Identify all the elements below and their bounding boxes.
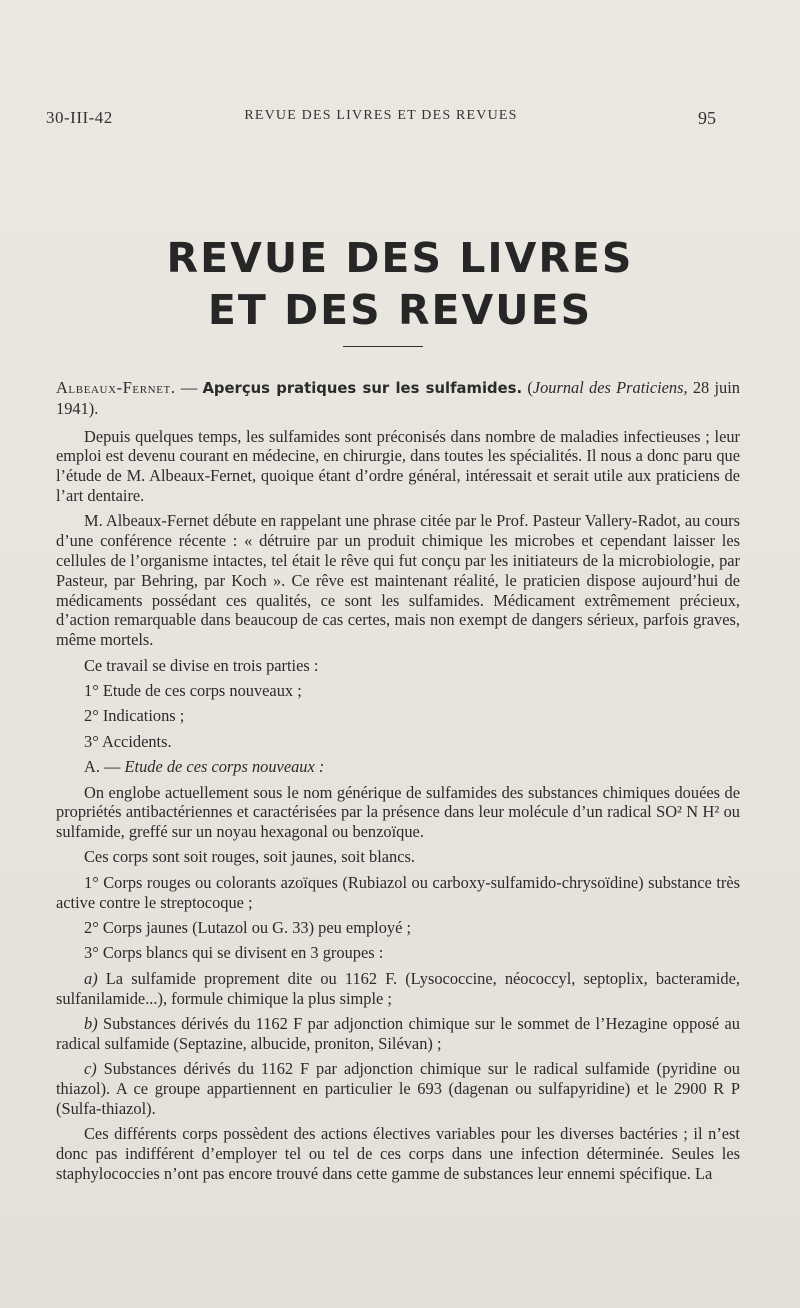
- paragraph: Ces corps sont soit rouges, soit jaunes, soit blancs.: [84, 847, 415, 867]
- list-item: 2° Indications ;: [84, 706, 185, 726]
- sub-item: [56, 969, 740, 1009]
- running-head: [46, 108, 716, 132]
- article-source-date: 28 juin 1941).: [56, 378, 740, 418]
- paragraph: Depuis quelques temps, les sulfamides sont préconisés dans nombre de maladies infectieuses ; leur emploi est devenu courant en médecine, en chirurgie, dans toutes les spécialités. Il nous a donc paru que l’étude de M. Albeaux-Fernet, quoique étant d’ordre général, intéressait et serait utile aux praticiens de l’art dentaire.: [56, 426, 740, 505]
- sub-item-text: Substances dérivés du 1162 F par adjonction chimique sur le sommet de l’Hezagine opposé au radical sulfamide (Septazine, albucide, proniton, Silévan) ;: [56, 1014, 740, 1053]
- running-head-title: REVUE DES LIVRES ET DES REVUES: [244, 108, 518, 123]
- paragraph: Ce travail se divise en trois parties :: [84, 655, 319, 675]
- paragraph: M. Albeaux-Fernet débute en rappelant une phrase citée par le Prof. Pasteur Vallery-Radot, au cours d’une conférence récente : « détruire par un produit chimique les microbes et cependant laisser les cellules de l’organisme intactes, tel était le rêve qui fut conçu par les initiateurs de la microbiologie, par Pasteur, par Behring, par Koch ». Ce rêve est maintenant réalité, le praticien dispose aujourd’hui de médicaments possédant ces qualités, ce sont les sulfamides. Médicament extrêmement précieux, d’action remarquable dans beaucoup de cas certes, mais non exempt de dangers sérieux, parfois graves, même mortels.: [56, 511, 740, 650]
- article-body: [56, 378, 740, 1189]
- sub-item: [56, 1014, 740, 1054]
- sub-item: [56, 1059, 740, 1118]
- article-headline: Aperçus pratiques sur les sulfamides.: [202, 380, 523, 397]
- paragraph: On englobe actuellement sous le nom générique de sulfamides des substances chimiques douées de propriétés antibactériennes et caractérisées par la présence dans leur molécule d’un radical SO² N H² ou sulfamide, greffé sur un noyau hexagonal ou benzoïque.: [56, 782, 740, 842]
- page-number: 95: [698, 108, 716, 128]
- subsection-label: A. —: [84, 757, 125, 777]
- article-reference: [28, 378, 740, 419]
- subsection-title: Etude de ces corps nouveaux :: [124, 757, 325, 777]
- source-open: (: [522, 378, 533, 397]
- subsection-heading: [56, 757, 740, 777]
- list-item: 1° Corps rouges ou colorants azoïques (Rubiazol ou carboxy-sulfamido-chrysoïdine) substance très active contre le streptocoque ;: [56, 872, 740, 912]
- sub-item-text: La sulfamide proprement dite ou 1162 F. (Lysococcine, néococcyl, septoplix, bacteramide, sulfanilamide...), formule chimique la plus simple ;: [56, 968, 740, 1008]
- article-author: Albeaux-Fernet.: [56, 378, 176, 397]
- title-divider: [343, 346, 423, 347]
- paragraph: Ces différents corps possèdent des actions électives variables pour les diverses bactéries ; il n’est donc pas indifférent d’employer tel ou tel de ces corps dans une infection déterminée. Seules les staphylococcies n’ont pas encore trouvé dans cette gamme de substances leur ennemi spécifique. La: [56, 1124, 740, 1183]
- list-item: 2° Corps jaunes (Lutazol ou G. 33) peu employé ;: [84, 918, 412, 938]
- section-title-line-1: REVUE DES LIVRES: [166, 234, 634, 282]
- sub-item-label: a): [84, 968, 98, 988]
- article-source: Journal des Praticiens,: [532, 378, 688, 397]
- reference-dash: —: [175, 378, 203, 397]
- sub-item-label: c): [84, 1059, 97, 1079]
- list-item: 3° Accidents.: [84, 731, 172, 751]
- section-title: [0, 232, 800, 336]
- list-item: 1° Etude de ces corps nouveaux ;: [84, 680, 302, 700]
- sub-item-text: Substances dérivés du 1162 F par adjonction chimique sur le radical sulfamide (pyridine ou thiazol). A ce groupe appartiennent en particulier le 693 (dagenan ou sulfapyridine) et le 2900 R P (Sulfa-thiazol).: [56, 1059, 740, 1118]
- running-head-date: 30-III-42: [46, 108, 113, 127]
- sub-item-label: b): [84, 1014, 98, 1034]
- list-item: 3° Corps blancs qui se divisent en 3 groupes :: [84, 943, 384, 963]
- section-title-line-2: ET DES REVUES: [207, 286, 593, 334]
